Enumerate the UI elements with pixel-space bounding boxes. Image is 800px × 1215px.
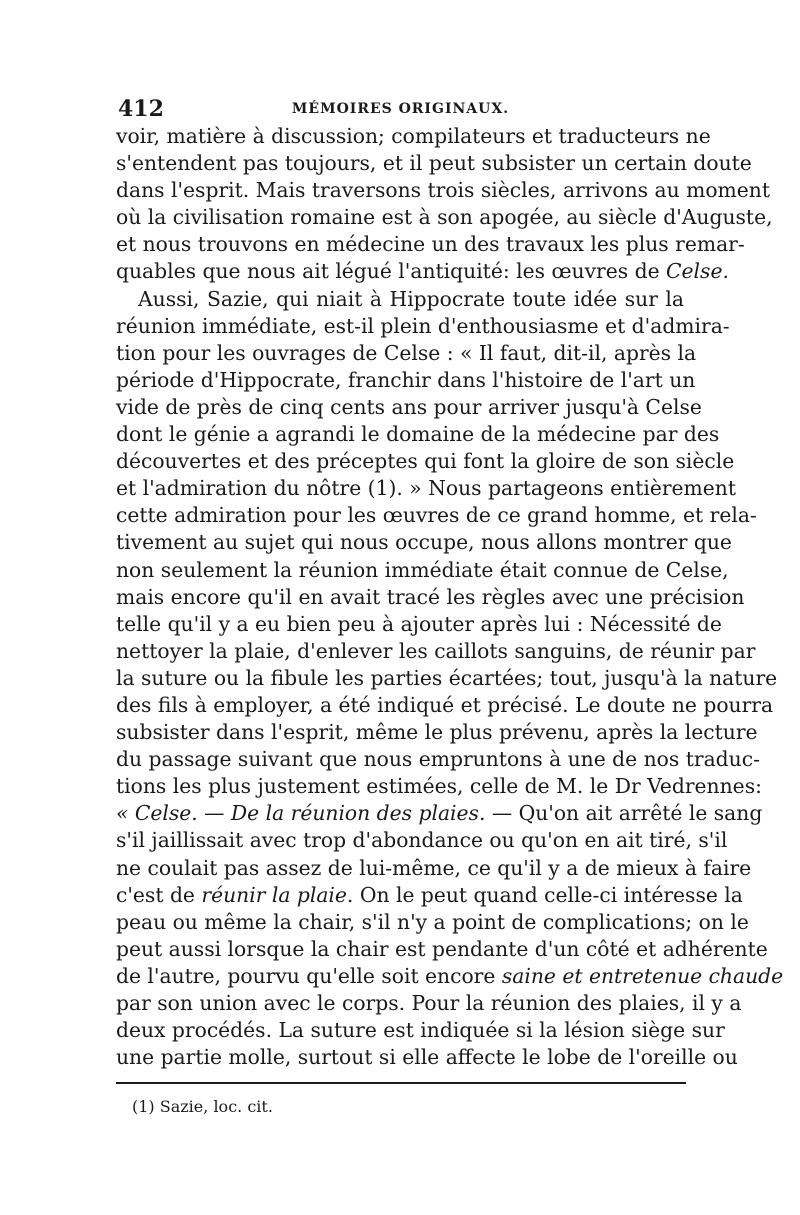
text-line (116, 963, 784, 990)
text-line: où la civilisation romaine est à son apogée, au siècle d'Auguste, (116, 205, 773, 230)
running-title: MÉMOIRES ORIGINAUX. (291, 101, 510, 117)
text-line: telle qu'il y a eu bien peu à ajouter après lui : Nécessité de (116, 611, 722, 636)
text-line: ne coulait pas assez de lui-même, ce qu'il y a de mieux à faire (116, 855, 752, 880)
text-line: subsister dans l'esprit, même le plus prévenu, après la lecture (116, 720, 758, 745)
text-segment: . On le peut quand celle-ci intéresse la (346, 882, 743, 907)
text-line: tion pour les ouvrages de Celse : « Il faut, dit-il, après la (116, 340, 697, 365)
text-line: du passage suivant que nous empruntons à une de nos traduc- (116, 747, 760, 772)
text-segment: c'est de (116, 882, 195, 907)
text-line (116, 882, 743, 909)
text-line: réunion immédiate, est-il plein d'enthousiasme et d'admira- (116, 313, 730, 338)
text-line: dans l'esprit. Mais traversons trois siècles, arrivons au moment (116, 178, 770, 203)
text-line (116, 800, 763, 827)
text-line: non seulement la réunion immédiate était connue de Celse, (116, 557, 729, 582)
text-line: peau ou même la chair, s'il n'y a point de complications; on le (116, 909, 749, 934)
text-segment: — Qu'on ait arrêté le sang (491, 801, 763, 826)
text-line: et nous trouvons en médecine un des travaux les plus remar- (116, 232, 745, 257)
text-line: vide de près de cinq cents ans pour arriver jusqu'à Celse (116, 394, 702, 419)
text-line: période d'Hippocrate, franchir dans l'histoire de l'art un (116, 367, 696, 392)
footnote: (1) Sazie, loc. cit. (132, 1097, 273, 1116)
text-line: peut aussi lorsque la chair est pendante d'un côté et adhérente (116, 936, 768, 961)
text-line: par son union avec le corps. Pour la réunion des plaies, il y a (116, 991, 742, 1015)
text-line: mais encore qu'il en avait tracé les règles avec une précision (116, 584, 745, 609)
page-header (118, 96, 683, 126)
text-line: cette admiration pour les œuvres de ce grand homme, et rela- (116, 503, 757, 528)
text-line: des fils à employer, a été indiqué et précisé. Le doute ne pourra (116, 692, 774, 717)
italic-text: « Celse. — De la réunion des plaies. (116, 801, 486, 826)
text-line: et l'admiration du nôtre (1). » Nous partageons entièrement (116, 476, 736, 501)
text-line: voir, matière à discussion; compilateurs et traducteurs ne (116, 124, 711, 148)
italic-text: Celse. (666, 259, 729, 284)
text-segment: quables que nous ait légué l'antiquité: les œuvres de (116, 259, 660, 284)
text-line: nettoyer la plaie, d'enlever les caillots sanguins, de réunir par (116, 638, 756, 663)
text-line (116, 258, 729, 285)
italic-text: saine et entretenue chaude (501, 963, 784, 988)
text-line: s'il jaillissait avec trop d'abondance ou qu'on en ait tiré, s'il (116, 828, 728, 853)
body-text (116, 123, 784, 1071)
text-line: s'entendent pas toujours, et il peut subsister un certain doute (116, 151, 752, 176)
text-line: tions les plus justement estimées, celle de M. le Dr Vedrennes: (116, 774, 762, 799)
footnote-rule (116, 1082, 686, 1084)
text-line: la suture ou la fibule les parties écartées; tout, jusqu'à la nature (116, 665, 778, 690)
text-line: Aussi, Sazie, qui niait à Hippocrate toute idée sur la (138, 286, 684, 311)
text-line: une partie molle, surtout si elle affecte le lobe de l'oreille ou (116, 1045, 738, 1070)
page-number: 412 (118, 96, 164, 122)
italic-text: réunir la plaie (201, 882, 347, 907)
text-line: deux procédés. La suture est indiquée si la lésion siège sur (116, 1018, 725, 1043)
text-line: tivement au sujet qui nous occupe, nous allons montrer que (116, 530, 732, 555)
text-segment: de l'autre, pourvu qu'elle soit encore (116, 963, 496, 988)
text-line: découvertes et des préceptes qui font la gloire de son siècle (116, 449, 735, 474)
text-line: dont le génie a agrandi le domaine de la médecine par des (116, 422, 720, 447)
